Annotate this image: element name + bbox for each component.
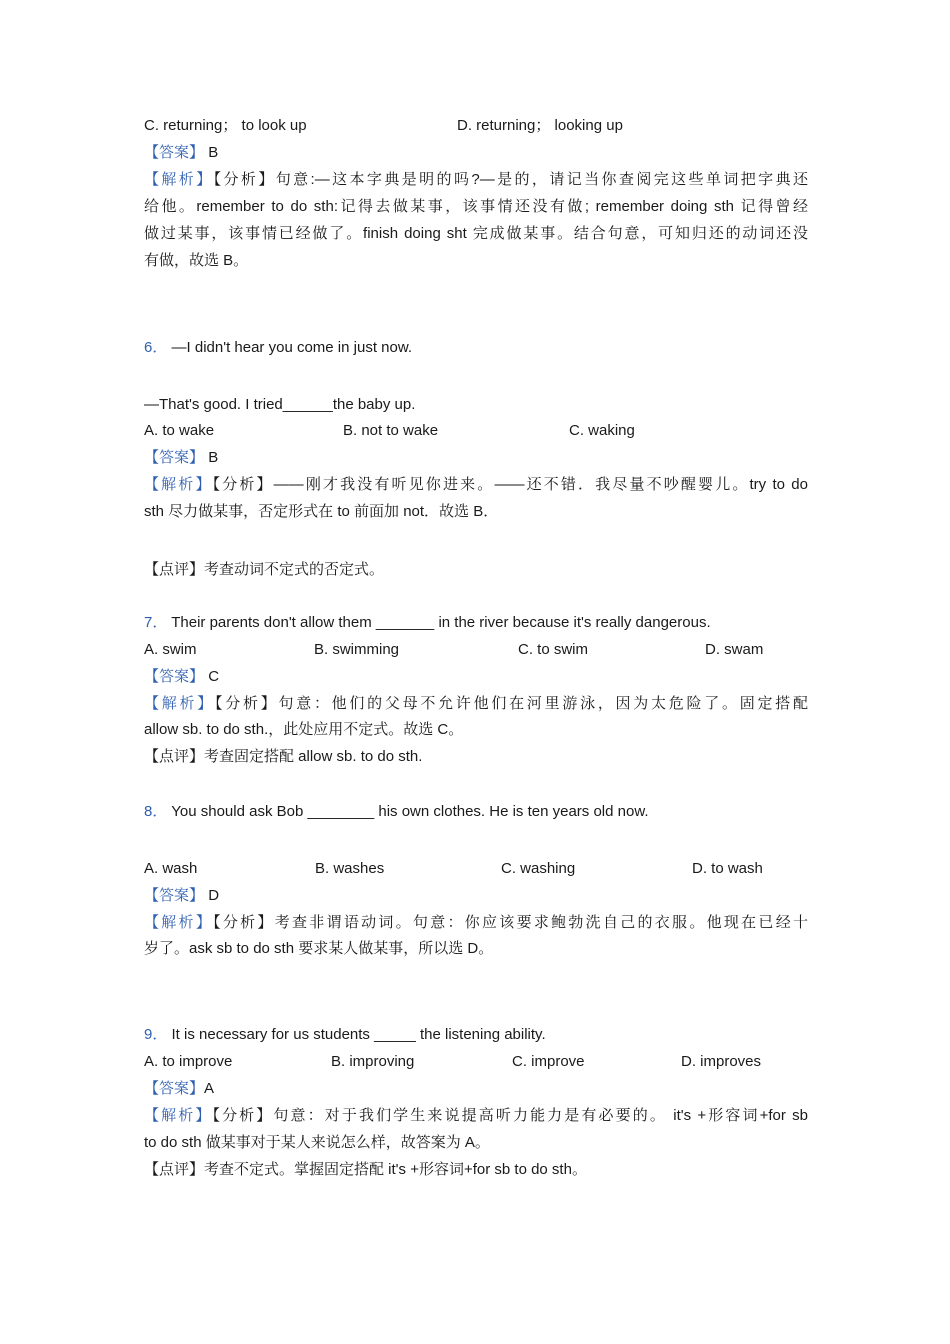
answer-tag: 【答案】	[144, 144, 205, 161]
q6-question	[144, 338, 412, 358]
q7-option-b: B. swimming	[314, 641, 400, 658]
answer-value: A	[204, 1080, 215, 1097]
q8-analysis-line-1: 【解析】【分析】考查非谓语动词。句意：你应该要求鲍勃洗自己的衣服。他现在已经十	[144, 914, 808, 931]
q6-analysis-line-1: 【解析】【分析】——刚才我没有听见你进来。——还不错．我尽量不吵醒婴儿。try to do	[144, 476, 808, 493]
q5-analysis-line-1: 【解析】【分析】句意:—这本字典是明的吗?—是的，请记当你查阅完这些单词把字典还	[144, 171, 808, 188]
q7-option-a: A. swim	[144, 641, 197, 658]
answer-tag: 【答案】	[144, 449, 205, 466]
q5-analysis-line-3: 做过某事，该事情已经做了。finish doing sht 完成做某事。结合句意，可知归还的动词还没	[144, 225, 808, 242]
q6-comment: 【点评】考查动词不定式的否定式。	[144, 561, 385, 578]
q7-analysis-line-1: 【解析】【分析】句意：他们的父母不允许他们在河里游泳，因为太危险了。固定搭配	[144, 695, 808, 712]
q6-option-b: B. not to wake	[343, 422, 439, 439]
q7-option-d: D. swam	[705, 641, 764, 658]
q6-analysis-line-2: sth 尽力做某事，否定形式在 to 前面加 not．故选 B．	[144, 503, 499, 520]
q5-analysis-line-2: 给他。remember to do sth:记得去做某事，该事情还没有做; remember doing sth 记得曾经	[144, 198, 808, 215]
q7-analysis-line-2: allow sb. to do sth.，此处应用不定式。故选 C。	[144, 721, 464, 738]
answer-tag: 【答案】	[144, 887, 205, 904]
q5-answer	[144, 143, 218, 163]
q9-analysis-line-2: to do sth 做某事对于某人来说怎么样，故答案为 A。	[144, 1134, 490, 1151]
q8-answer	[144, 886, 219, 906]
question-number: 7．	[144, 614, 168, 631]
analysis-tag: 【解析】	[144, 1107, 213, 1124]
q9-answer	[144, 1079, 214, 1099]
question-text: It is necessary for us students _____ the listening ability.	[171, 1026, 546, 1043]
analysis-tag: 【解析】	[144, 914, 214, 931]
q5-analysis-line-4: 有做，故选 B。	[144, 252, 249, 269]
q7-comment: 【点评】考查固定搭配 allow sb. to do sth.	[144, 748, 423, 765]
answer-value: D	[208, 887, 220, 904]
q9-option-c: C. improve	[512, 1053, 585, 1070]
q8-question	[144, 802, 649, 822]
question-number: 9．	[144, 1026, 168, 1043]
q6-answer	[144, 448, 218, 468]
q9-question	[144, 1025, 546, 1045]
q7-option-c: C. to swim	[518, 641, 589, 658]
answer-value: B	[208, 144, 219, 161]
q7-question	[144, 613, 711, 633]
question-text: Their parents don't allow them _______ in the river because it's really dangerous.	[171, 614, 711, 631]
q8-option-a: A. wash	[144, 860, 198, 877]
q8-analysis-line-2: 岁了。ask sb to do sth 要求某人做某事，所以选 D。	[144, 940, 494, 957]
answer-value: B	[208, 449, 219, 466]
q5-option-c: C. returning； to look up	[144, 117, 307, 134]
analysis-tag: 【解析】	[144, 695, 215, 712]
analysis-tag: 【解析】	[144, 476, 213, 493]
answer-value: C	[208, 668, 220, 685]
q5-option-d: D. returning； looking up	[457, 117, 623, 134]
q9-comment: 【点评】考查不定式。掌握固定搭配 it's +形容词+for sb to do sth。	[144, 1161, 587, 1178]
q9-option-b: B. improving	[331, 1053, 415, 1070]
q6-question-line-2: —That's good. I tried______the baby up.	[144, 396, 416, 413]
q8-option-d: D. to wash	[692, 860, 763, 877]
q8-option-c: C. washing	[501, 860, 576, 877]
question-text: You should ask Bob ________ his own clothes. He is ten years old now.	[171, 803, 649, 820]
q8-option-b: B. washes	[315, 860, 385, 877]
question-number: 6．	[144, 339, 168, 356]
q7-answer	[144, 667, 219, 687]
analysis-tag: 【解析】	[144, 171, 214, 188]
answer-tag: 【答案】	[144, 668, 205, 685]
q9-option-d: D. improves	[681, 1053, 762, 1070]
q9-option-a: A. to improve	[144, 1053, 233, 1070]
q6-option-c: C. waking	[569, 422, 635, 439]
question-number: 8．	[144, 803, 168, 820]
q6-option-a: A. to wake	[144, 422, 215, 439]
answer-tag: 【答案】	[144, 1080, 205, 1097]
question-text: —I didn't hear you come in just now.	[171, 339, 413, 356]
q9-analysis-line-1: 【解析】【分析】句意：对于我们学生来说提高听力能力是有必要的。 it's +形容词+for sb	[144, 1107, 808, 1124]
